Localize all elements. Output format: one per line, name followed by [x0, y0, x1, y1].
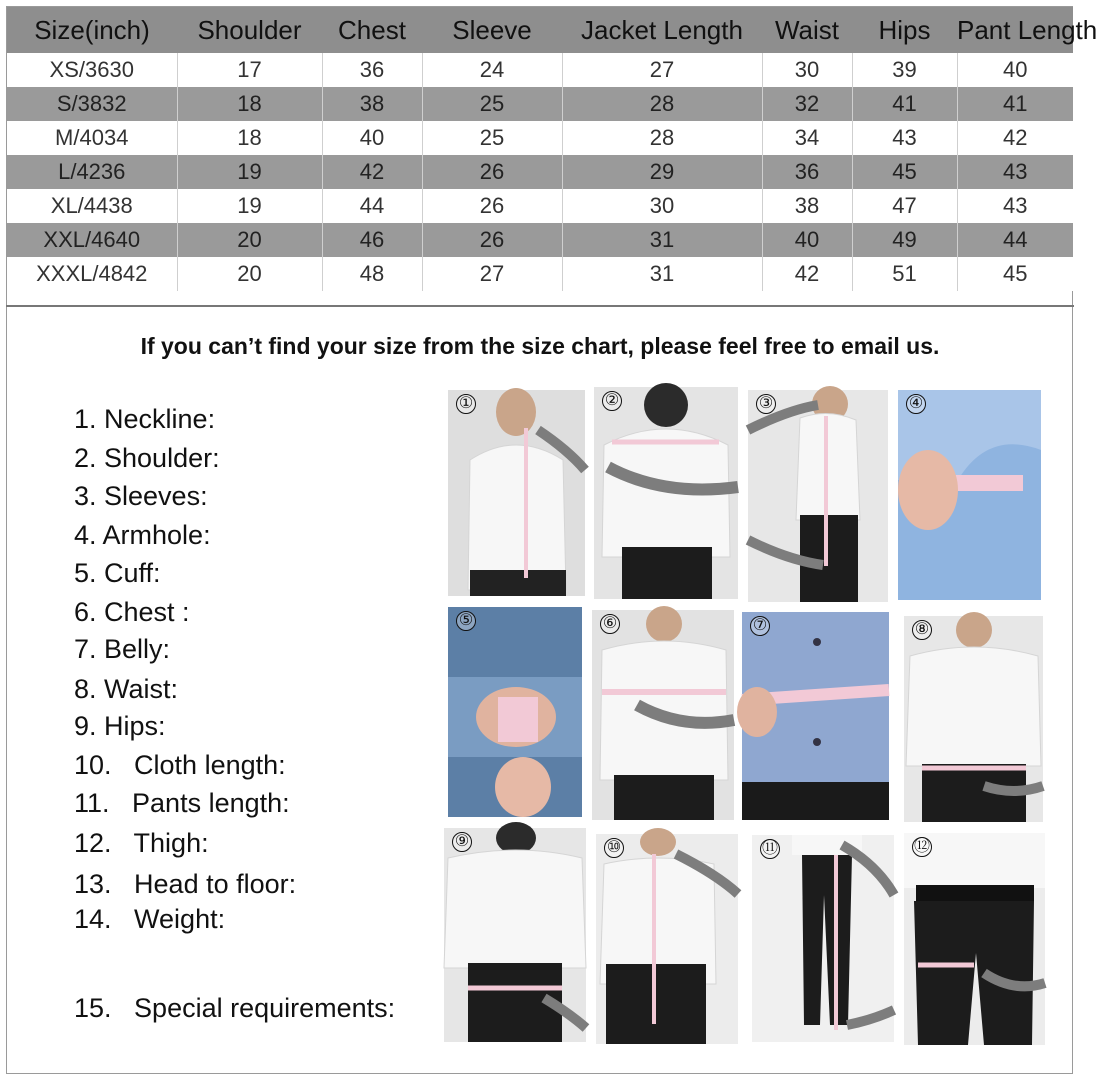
measurement-cell: 29 [562, 155, 762, 189]
measurement-cell: 43 [957, 155, 1073, 189]
measurement-cell: 40 [322, 121, 422, 155]
measurement-cell: 40 [762, 223, 852, 257]
table-row [7, 189, 1073, 223]
measurement-cell: 39 [852, 53, 957, 87]
table-row [7, 257, 1073, 291]
measurement-cell: 30 [562, 189, 762, 223]
measurement-cell: 28 [562, 87, 762, 121]
measurement-item: 13. Head to floor: [74, 869, 297, 899]
table-row [7, 87, 1073, 121]
header-shoulder: Shoulder [177, 7, 322, 53]
photo-shoulder [594, 387, 738, 599]
size-cell: XXXL/4842 [7, 257, 177, 291]
header-sleeve: Sleeve [422, 7, 562, 53]
measurement-cell: 43 [852, 121, 957, 155]
measurement-cell: 27 [422, 257, 562, 291]
measurement-cell: 44 [322, 189, 422, 223]
measurement-cell: 38 [762, 189, 852, 223]
table-divider [6, 305, 1074, 307]
measurement-item: 4. Armhole: [74, 520, 211, 550]
measurement-cell: 31 [562, 257, 762, 291]
photo-hips [444, 828, 586, 1042]
measurement-cell: 49 [852, 223, 957, 257]
photo-number: ⑤ [456, 611, 476, 631]
measurement-item: 15. Special requirements: [74, 993, 396, 1023]
measurement-cell: 25 [422, 87, 562, 121]
photo-waist [904, 616, 1043, 822]
measurement-item: 7. Belly: [74, 634, 171, 664]
measurement-cell: 46 [322, 223, 422, 257]
header-size: Size(inch) [7, 7, 177, 53]
measurement-item: 11. Pants length: [74, 788, 290, 818]
measurement-item: 5. Cuff: [74, 558, 161, 588]
measurement-cell: 31 [562, 223, 762, 257]
measurement-cell: 26 [422, 223, 562, 257]
photo-chest [592, 610, 734, 820]
photo-thigh [904, 833, 1045, 1045]
measurement-cell: 26 [422, 189, 562, 223]
measurement-item: 12. Thigh: [74, 828, 209, 858]
photo-number: ④ [906, 394, 926, 414]
measurement-item: 10. Cloth length: [74, 750, 286, 780]
measurement-item: 14. Weight: [74, 904, 226, 934]
measurement-cell: 38 [322, 87, 422, 121]
measurement-item: 9. Hips: [74, 711, 166, 741]
measurement-cell: 26 [422, 155, 562, 189]
photo-number: ① [456, 394, 476, 414]
photo-number: ⑥ [600, 614, 620, 634]
table-row [7, 121, 1073, 155]
photo-neckline [448, 390, 585, 596]
measurement-cell: 25 [422, 121, 562, 155]
measurement-cell: 19 [177, 189, 322, 223]
size-cell: XL/4438 [7, 189, 177, 223]
measurement-cell: 36 [762, 155, 852, 189]
measurement-cell: 43 [957, 189, 1073, 223]
photo-number: ⑦ [750, 616, 770, 636]
measurement-item: 8. Waist: [74, 674, 179, 704]
measurement-cell: 30 [762, 53, 852, 87]
photo-pants-length [752, 835, 894, 1042]
photo-number: ⑫ [913, 838, 930, 855]
measurement-cell: 44 [957, 223, 1073, 257]
measurement-cell: 42 [322, 155, 422, 189]
size-cell: XS/3630 [7, 53, 177, 87]
header-hips: Hips [852, 7, 957, 53]
photo-cloth-length [596, 834, 738, 1044]
measurement-item: 2. Shoulder: [74, 443, 220, 473]
measurement-cell: 45 [852, 155, 957, 189]
table-row [7, 155, 1073, 189]
measurement-cell: 20 [177, 223, 322, 257]
measurement-cell: 18 [177, 121, 322, 155]
size-cell: L/4236 [7, 155, 177, 189]
measurement-cell: 17 [177, 53, 322, 87]
measurement-cell: 34 [762, 121, 852, 155]
measurement-cell: 24 [422, 53, 562, 87]
measurement-cell: 40 [957, 53, 1073, 87]
measurement-cell: 47 [852, 189, 957, 223]
photo-number: ⑪ [761, 840, 778, 857]
size-cell: M/4034 [7, 121, 177, 155]
measurement-cell: 51 [852, 257, 957, 291]
measurement-cell: 42 [957, 121, 1073, 155]
photo-sleeve [748, 390, 888, 602]
photo-number: ③ [756, 394, 776, 414]
measurement-cell: 41 [957, 87, 1073, 121]
measurement-cell: 28 [562, 121, 762, 155]
size-cell: XXL/4640 [7, 223, 177, 257]
measurement-cell: 45 [957, 257, 1073, 291]
measurement-cell: 20 [177, 257, 322, 291]
header-chest: Chest [322, 7, 422, 53]
photo-belly [742, 612, 889, 820]
photo-number: ⑨ [452, 832, 472, 852]
measurement-cell: 18 [177, 87, 322, 121]
measurement-cell: 19 [177, 155, 322, 189]
measurement-cell: 42 [762, 257, 852, 291]
size-chart-table [7, 7, 1097, 291]
photo-armhole [898, 390, 1041, 600]
measurement-item: 6. Chest : [74, 597, 190, 627]
email-notice: If you can’t find your size from the size chart, please feel free to email us. [140, 333, 940, 359]
measurement-item: 1. Neckline: [74, 404, 216, 434]
header-pant-length: Pant Length [957, 7, 1073, 53]
photo-number: ⑧ [912, 620, 932, 640]
photo-number: ② [602, 391, 622, 411]
measurement-cell: 36 [322, 53, 422, 87]
table-row [7, 223, 1073, 257]
size-cell: S/3832 [7, 87, 177, 121]
header-jacket-length: Jacket Length [562, 7, 762, 53]
measurement-cell: 32 [762, 87, 852, 121]
size-chart-header-row [7, 7, 1073, 53]
measurement-item: 3. Sleeves: [74, 481, 208, 511]
measurement-cell: 27 [562, 53, 762, 87]
photo-number: ⑩ [604, 838, 624, 858]
photo-cuff [448, 607, 582, 817]
header-waist: Waist [762, 7, 852, 53]
measurement-cell: 41 [852, 87, 957, 121]
measurement-cell: 48 [322, 257, 422, 291]
table-row [7, 53, 1073, 87]
